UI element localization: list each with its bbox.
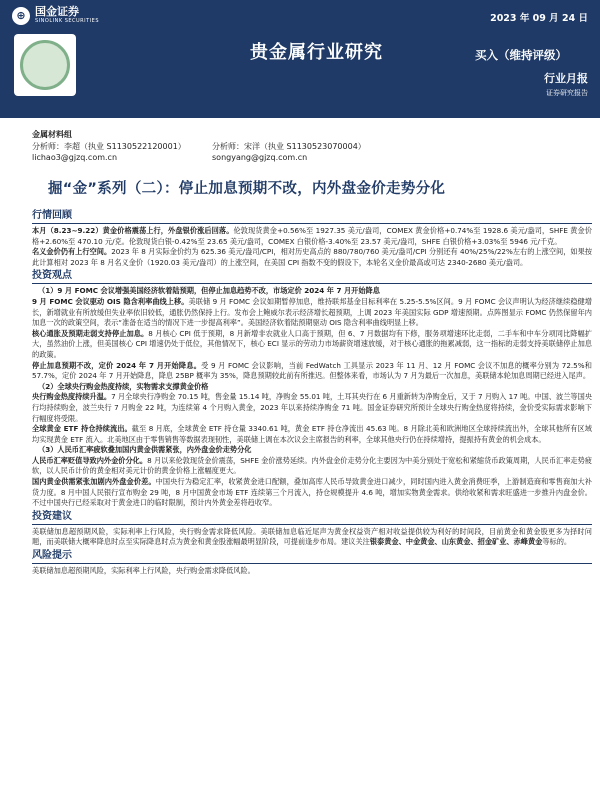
analyst-1: 分析师：李超（执业 S1130522120001） <box>32 142 186 151</box>
company-logo <box>12 6 99 25</box>
paragraph: 国内黄金供需紧张加剧内外盘金价差。中国央行为稳定汇率，收紧黄金进口配额，叠加高库人民币导致黄金进口减少，同时国内进入黄金消费旺季，上游制造商和零售商加大补货力度。8 月中国人民银行宣布购金 29 吨，8 月中国黄金市场 ETF 连续第三个月流入，持仓规模提升 4.6 吨，增加实物黄金需求。供给收紧和需求旺盛进一步推升内盘金价。不过中国央行已经采取对于黄金进口的临时限制，预计内外黄金差将趋收窄。 <box>32 477 592 508</box>
analyst-2: 分析师：宋洋（执业 S1130523070004） <box>212 142 366 151</box>
section-heading-views: 投资观点 <box>32 270 592 284</box>
report-category-title: 贵金属行业研究 <box>250 42 383 63</box>
paragraph: 9 月 FOMC 会议驱动 OIS 隐含利率曲线上移。美联储 9 月 FOMC 会议如期暂停加息，维持联邦基金目标利率在 5.25-5.5%区间。9 月 FOMC 会议声明认为经济继续稳健增长，新增就业有所放缓但失业率依旧较低，通胀仍然保持上行。发布会上鲍威尔表示经济增长超预期，上调 2023 年美国实际 GDP 增速预期。点阵图显示 FOMC 仍然保留年内加息一次的政策空间，表示“准备在适当的情况下进一步提高利率”。美国经济软着陆预期驱动 OIS 隐含利率曲线明显上移。 <box>32 296 592 328</box>
industry-group: 金属材料组 <box>32 130 72 139</box>
paragraph: 央行购金热度持续升温。7 月全球央行净购金 70.15 吨，售金量 15.14 吨，净购金 55.01 吨，土耳其央行在 6 月重新转为净购金后，又于 7 月购入 17 吨。中国、波兰等国央行均持续购金，波兰央行 7 月购金 22 吨，为连续第 4 个月购入黄金，2023 年以来持续净购金 71 吨。国金证券研究所预计全球央行购金热度将持续，金价受实际需求影响下行幅度将受限。 <box>32 392 592 423</box>
report-subtype: 证券研究报告 <box>546 89 588 97</box>
logo-en: SINOLINK SECURITIES <box>35 18 99 24</box>
report-body <box>32 210 592 577</box>
paragraph: 美联储加息超预期风险，实际利率上行风险，央行购金需求降低风险。 <box>32 566 255 576</box>
rating: 买入（维持评级） <box>475 48 567 62</box>
paragraph: 停止加息预期不改，定价 2024 年 7 月开始降息。受 9 月 FOMC 会议影响，当前 FedWatch 工具显示 2023 年 11 月、12 月 FOMC 会议不加息的概率分别为 72.5%和 57.7%，定价 2024 年 7 月开始降息，降息 25BP 概率为 35%，降息预期较此前有所推迟。但整体来看，市场认为 7 月为最后一次加息，美联储本轮加息周期已经进入尾声。 <box>32 360 592 381</box>
report-header <box>0 0 600 118</box>
section-heading-advice: 投资建议 <box>32 511 592 525</box>
logo-icon: ⊕ <box>12 7 30 25</box>
paragraph: 全球黄金 ETF 持仓持续流出。截至 8 月底，全球黄金 ETF 持仓量 3340.61 吨，黄金 ETF 持仓净流出 45.63 吨。8 月除北美和欧洲地区全球持续流出外，全球其他所有区域均实现黄金 ETF 流入。北美地区由于零售销售等数据表现韧性，美联储上调在本次议会主席报告的利率，全球其他央行仍在持续增持，提振持有黄金的机会成本。 <box>32 424 592 444</box>
report-title: 掘“金”系列（二）：停止加息预期不改，内外盘金价走势分化 <box>48 181 446 197</box>
analyst-2-email: songyang@gjzq.com.cn <box>212 153 308 162</box>
paragraph: 人民币汇率贬值导致内外金价分化。8 月以来伦敦现货金价震荡，SHFE 金价涨势延续。内外盘金价走势分化主要因为中美分别处于宽松和紧缩货币政策周期，人民币汇率走势疲软，以人民币计价的黄金相对美元计价的黄金价格上涨幅度更大。 <box>32 455 592 476</box>
report-type: 行业月报 <box>544 72 588 85</box>
section-heading-risk: 风险提示 <box>32 550 592 564</box>
paragraph: 本月（8.23~9.22）黄金价格震荡上行，外盘银价涨后回落。伦敦现货黄金+0.56%至 1927.35 美元/盎司，COMEX 黄金价格+0.74%至 1928.6 美元/盎司，SHFE 黄金价格+2.60%至 470.10 元/克。伦敦现货白银-0.42%至 23.65 美元/盎司，COMEX 白银价格-3.40%至 23.57 美元/盎司，SHFE 白银价格+3.03%至 5946 元/千克。 <box>32 226 592 246</box>
paragraph: 美联储加息超预期风险，实际利率上行风险，央行购金需求降低风险。美联储加息临近尾声为黄金权益资产相对收益提供较为利好的时间段，目前黄金和黄金股更多为择时问题，而美联储大概率降息时点至实际降息时点为黄金和黄金股涨幅最明显阶段，可提前逢步布局。建议关注银泰黄金、中金黄金、山东黄金、招金矿业、赤峰黄金等标的。 <box>32 526 592 547</box>
analyst-1-email: lichao3@gjzq.com.cn <box>32 153 118 162</box>
subheading: （3）人民币汇率疲软叠加国内黄金供需紧张，内外盘金价走势分化 <box>38 445 252 455</box>
logo-cn: 国金证券 <box>35 5 79 18</box>
section-heading-review: 行情回顾 <box>32 210 592 224</box>
paragraph: 名义金价仍有上行空间。2023 年 8 月实际金价约为 625.36 美元/盎司/CPI，相对历史高点的 880/780/760 美元/盎司/CPI 分别还有 40%/25%/22%左右的上涨空间，如果按此计算相对 2023 年 8 月名义金价（1920.03 美元/盎司）的上涨空间，在美国 CPI 指数不变的假设下，本轮名义金价最高或可达 2340-2680 美元/盎司。 <box>32 247 592 267</box>
subheading: （1）9 月 FOMC 会议增强美国经济软着陆预期，但停止加息趋势不改，市场定价 2024 年 7 月开始降息 <box>38 286 380 296</box>
paragraph: 核心通胀及预期走弱支持停止加息。8 月核心 CPI 低于预期，8 月新增非农就业人口高于预期，但 6、7 月数据均有下修，服务项增速环比走弱，二手车和中车分项同比降幅扩大，虽然油价上涨，但美国核心 CPI 增速仍处于低位，其他情况下，核心 ECI 显示的劳动力市场薪资增速放缓，对于核心通胀的拖累减弱，这一指标的走弱支持美联储停止加息的政策。 <box>32 328 592 359</box>
report-date: 2023 年 09 月 24 日 <box>490 13 588 24</box>
subheading: （2）全球央行购金热度持续，实物需求支撑黄金价格 <box>38 381 209 391</box>
qr-center-icon <box>20 40 70 90</box>
qr-code <box>14 34 76 96</box>
